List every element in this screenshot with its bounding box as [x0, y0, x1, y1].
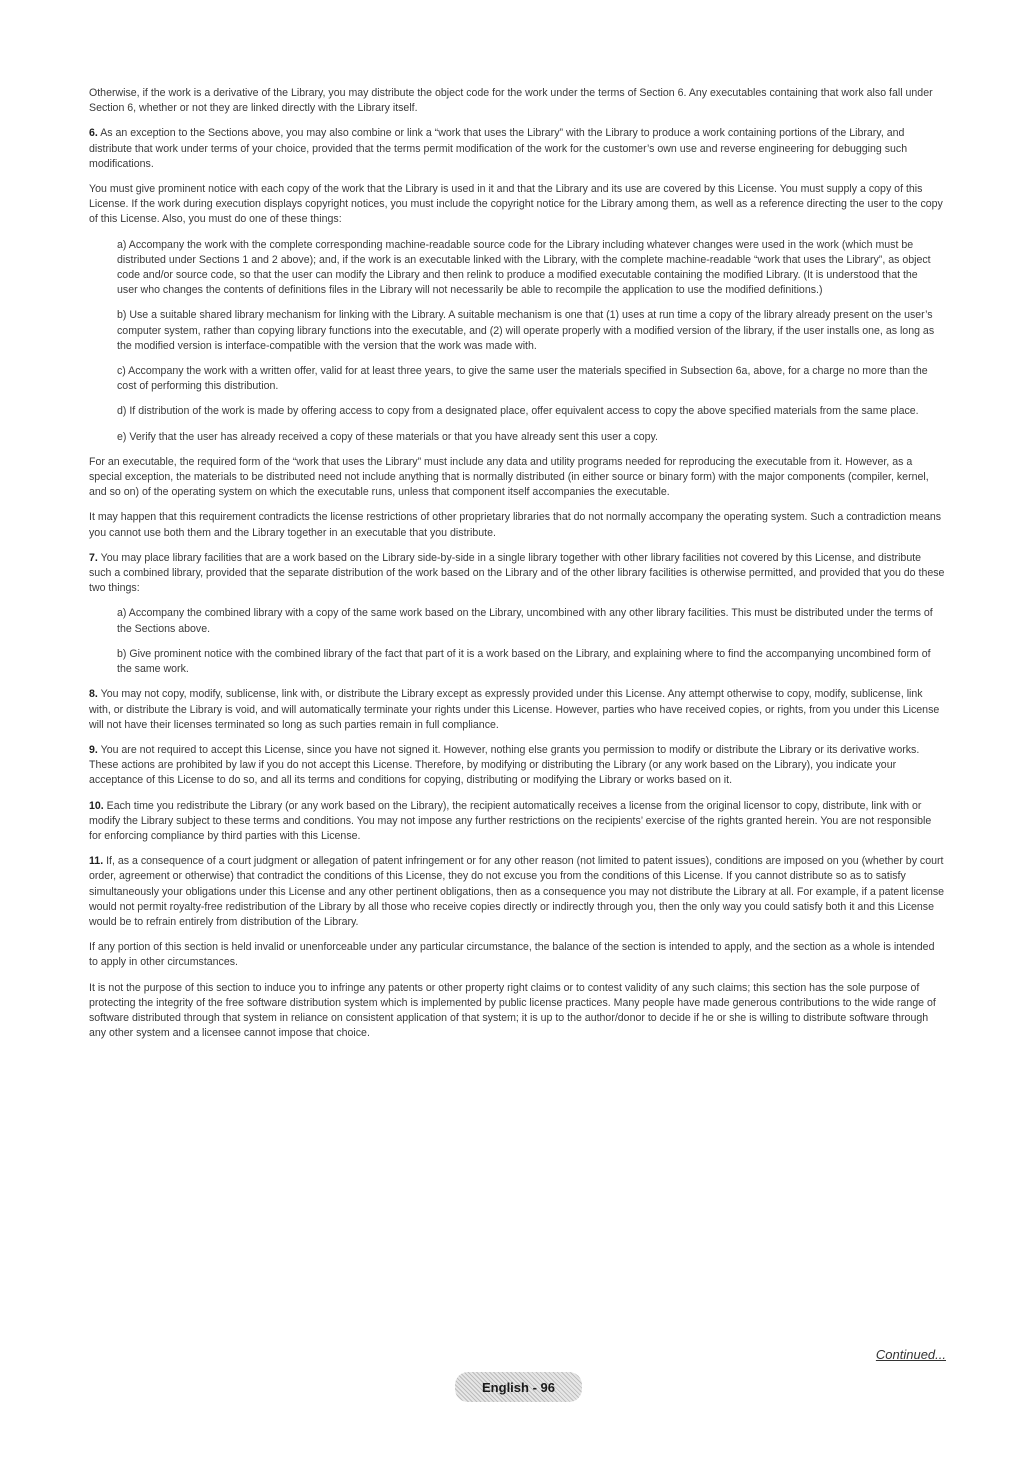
paragraph-text: e) Verify that the user has already received a copy of these materials or that you have already sent this user a copy. — [117, 430, 658, 443]
paragraph-text: It is not the purpose of this section to induce you to infringe any patents or other property right claims or to contest validity of any such claims; this section has the sole purpose of protecting the integrity of the free software distribution system which is implemented by public license practices. Many people have made generous contributions to the wide range of software distributed through that system in reliance on consistent application of that system; it is up to the author/donor to decide if he or she is willing to distribute software through any other system and a licensee cannot impose that choice. — [89, 981, 936, 1040]
page-number-badge — [455, 1372, 582, 1402]
license-paragraph — [89, 687, 945, 733]
sub-clause-paragraph — [117, 430, 941, 445]
sub-clause-paragraph — [117, 238, 941, 299]
section-number: 9. — [89, 743, 98, 756]
paragraph-text: c) Accompany the work with a written offer, valid for at least three years, to give the same user the materials specified in Subsection 6a, above, for a charge no more than the cost of performing this distribution. — [117, 365, 928, 393]
section-number: 8. — [89, 688, 98, 701]
license-paragraph — [89, 126, 945, 172]
license-text-body — [89, 86, 945, 1051]
paragraph-text: d) If distribution of the work is made by offering access to copy from a designated place, offer equivalent access to copy the above specified materials from the same place. — [117, 405, 919, 418]
paragraph-text: You may not copy, modify, sublicense, link with, or distribute the Library except as expressly provided under this License. Any attempt otherwise to copy, modify, sublicense, link with, or distribute the Library is void, and will automatically terminate your rights under this License. However, parties who have received copies, or rights, from you under this License will not have their licenses terminated so long as such parties remain in full compliance. — [89, 688, 940, 731]
paragraph-text: If any portion of this section is held invalid or unenforceable under any particular circumstance, the balance of the section is intended to apply, and the section as a whole is intended to apply in other circumstances. — [89, 941, 935, 969]
sub-clause-paragraph — [117, 404, 941, 419]
paragraph-text: You may place library facilities that are a work based on the Library side-by-side in a single library together with other library facilities not covered by this License, and distribute such a combined library, provided that the separate distribution of the work based on the Library and of the other library facilities is otherwise permitted, and provided that you do these two things: — [89, 551, 945, 595]
paragraph-text: It may happen that this requirement contradicts the license restrictions of other proprietary libraries that do not normally accompany the operating system. Such a contradiction means you cannot use both them and the Library together in an executable that you distribute. — [89, 511, 942, 539]
paragraph-text: Each time you redistribute the Library (or any work based on the Library), the recipient automatically receives a license from the original licensor to copy, distribute, link with or modify the Library subject to these terms and conditions. You may not impose any further restrictions on the recipients’ exercise of the rights granted herein. You are not responsible for enforcing compliance by third parties with this License. — [89, 799, 932, 842]
paragraph-text: a) Accompany the combined library with a copy of the same work based on the Library, uncombined with any other library facilities. This must be distributed under the terms of the Sections above. — [117, 607, 933, 635]
section-number: 11. — [89, 855, 104, 868]
section-number: 7. — [89, 551, 98, 564]
sub-clause-paragraph — [117, 606, 941, 636]
license-paragraph — [89, 510, 945, 540]
section-number: 6. — [89, 127, 98, 140]
license-paragraph — [89, 981, 945, 1042]
sub-clause-paragraph — [117, 308, 941, 354]
paragraph-text: b) Give prominent notice with the combined library of the fact that part of it is a work based on the Library, and explaining where to find the accompanying uncombined form of the same work. — [117, 647, 931, 676]
license-paragraph — [89, 799, 945, 845]
license-paragraph — [89, 940, 945, 970]
section-number: 10. — [89, 799, 104, 812]
paragraph-text: For an executable, the required form of the “work that uses the Library” must include any data and utility programs needed for reproducing the executable from it. However, as a special exception, the materials to be distributed need not include anything that is normally distributed (in either source or binary form) with the major components (compiler, kernel, and so on) of the operating system on which the executable runs, unless that component itself accompanies the executable. — [89, 455, 929, 499]
continued-link[interactable]: Continued... — [875, 1347, 946, 1362]
license-paragraph — [89, 455, 945, 501]
license-paragraph — [89, 743, 945, 789]
license-paragraph — [89, 854, 945, 930]
paragraph-text: If, as a consequence of a court judgment or allegation of patent infringement or for any other reason (not limited to patent issues), conditions are imposed on you (whether by court order, agreement or otherwise) that contradict the conditions of this License, they do not excuse you from the conditions of this License. If you cannot distribute so as to satisfy simultaneously your obligations under this License and any other pertinent obligations, then as a consequence you may not distribute the Library at all. For example, if a patent license would not permit royalty-free redistribution of the Library by all those who receive copies directly or indirectly through you, then the only way you could satisfy both it and this License would be to refrain entirely from distribution of the Library. — [89, 855, 945, 928]
paragraph-text: You are not required to accept this License, since you have not signed it. However, nothing else grants you permission to modify or distribute the Library or its derivative works. These actions are prohibited by law if you do not accept this License. Therefore, by modifying or distributing the Library (or any work based on the Library), you indicate your acceptance of this License to do so, and all its terms and conditions for copying, distributing or modifying the Library or works based on it. — [89, 743, 920, 787]
license-paragraph — [89, 182, 945, 228]
paragraph-text: Otherwise, if the work is a derivative of the Library, you may distribute the object code for the work under the terms of Section 6. Any executables containing that work also fall under Section 6, whether or not they are linked directly with the Library itself. — [89, 87, 933, 115]
page-number-label: English - 96 — [482, 1379, 555, 1395]
sub-clause-paragraph — [117, 647, 941, 677]
paragraph-text: a) Accompany the work with the complete corresponding machine-readable source code for the Library including whatever changes were used in the work (which must be distributed under Sections 1 and 2 above); and, if the work is an executable linked with the Library, with the complete machine-readable “work that uses the Library”, as object code and/or source code, so that the user can modify the Library and then relink to produce a modified executable containing the modified Library. (It is understood that the user who changes the contents of definitions files in the Library will not necessarily be able to recompile the application to use the modified definitions.) — [117, 238, 931, 297]
paragraph-text: b) Use a suitable shared library mechanism for linking with the Library. A suitable mechanism is one that (1) uses at run time a copy of the library already present on the user’s computer system, rather than copying library functions into the executable, and (2) will operate properly with a modified version of the library, if the user installs one, as long as the modified version is interface-compatible with the version that the work was made with. — [117, 309, 935, 352]
license-paragraph — [89, 551, 945, 597]
license-paragraph — [89, 86, 945, 116]
paragraph-text: You must give prominent notice with each copy of the work that the Library is used in it and that the Library and its use are covered by this License. You must supply a copy of this License. If the work during execution displays copyright notices, you must include the copyright notice for the Library among them, as well as a reference directing the user to the copy of this License. Also, you must do one of these things: — [89, 183, 943, 226]
paragraph-text: As an exception to the Sections above, you may also combine or link a “work that uses the Library” with the Library to produce a work containing portions of the Library, and distribute that work under terms of your choice, provided that the terms permit modification of the work for the customer’s own use and reverse engineering for debugging such modifications. — [89, 127, 908, 170]
sub-clause-paragraph — [117, 364, 941, 394]
